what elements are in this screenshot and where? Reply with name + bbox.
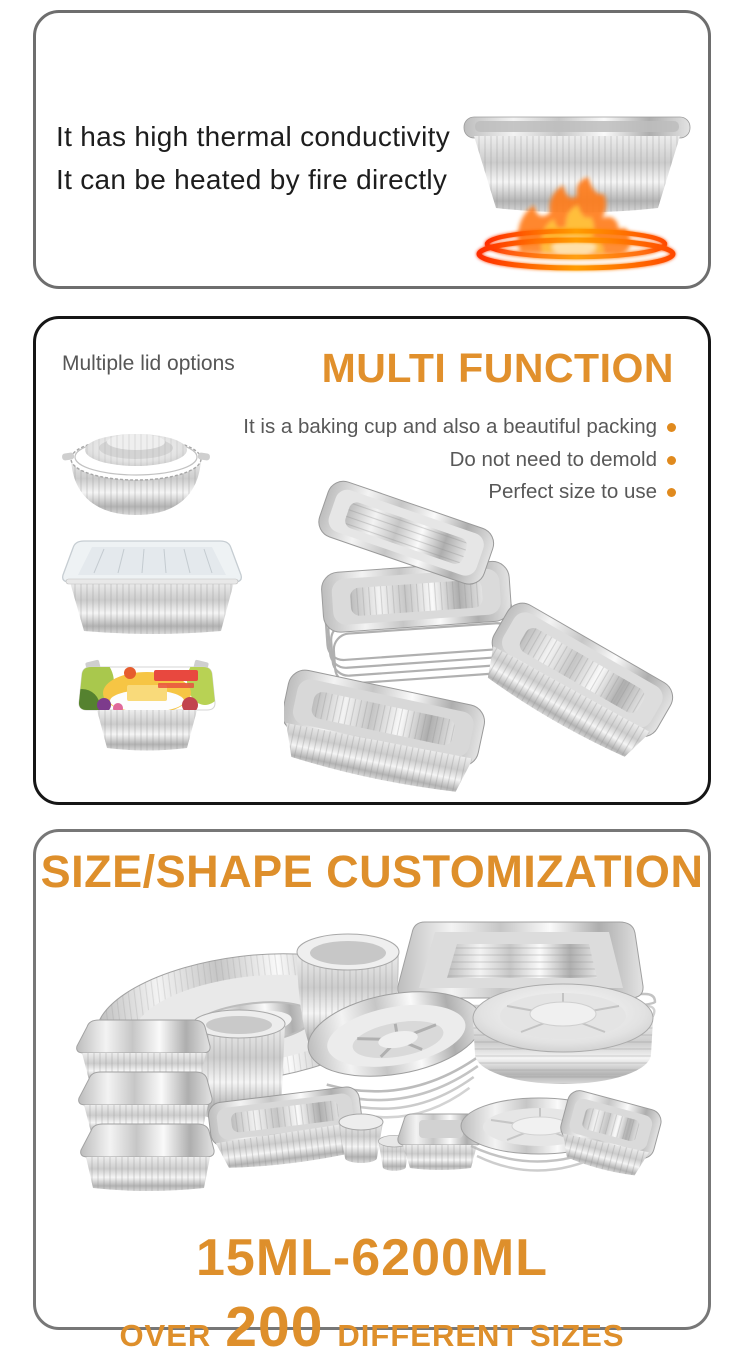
size-customization-card xyxy=(33,829,711,1359)
stacked-rect-containers xyxy=(77,1020,214,1191)
printed-lid-container-image xyxy=(72,647,222,755)
sizes-suffix: DIFFERENT SIZES xyxy=(337,1318,625,1353)
loaf-pan-front xyxy=(284,667,488,793)
assorted-containers-collage-image xyxy=(65,898,679,1198)
thermal-conductivity-card xyxy=(33,10,711,289)
bullet-text: Perfect size to use xyxy=(488,480,657,503)
sizes-count-line xyxy=(36,1294,708,1360)
thermal-line-1: It has high thermal conductivity xyxy=(56,121,451,152)
foil-pan-fire-image xyxy=(458,101,696,281)
sizes-prefix: OVER xyxy=(119,1318,212,1353)
bullet-dot-icon xyxy=(667,456,676,465)
multi-function-card xyxy=(33,316,711,805)
multi-function-title: MULTI FUNCTION xyxy=(321,345,674,391)
multiple-lid-options-label: Multiple lid options xyxy=(62,352,235,375)
volume-range-text: 15ML-6200ML xyxy=(196,1229,548,1287)
bullet-text: Do not need to demold xyxy=(449,447,657,471)
bullet-text: It is a baking cup and also a beautiful packing xyxy=(243,415,657,438)
round-lid-container-stack xyxy=(473,984,653,1084)
sizes-count: 200 xyxy=(225,1295,324,1359)
round-foil-pan-image xyxy=(60,401,212,529)
pan-opening xyxy=(475,121,679,132)
feature-bullet xyxy=(243,411,676,444)
size-shape-title: SIZE/SHAPE CUSTOMIZATION xyxy=(40,846,704,897)
rect-container-clear-lid-image xyxy=(54,527,250,639)
thermal-text-block xyxy=(56,115,450,201)
loaf-pan-right xyxy=(472,597,679,767)
thermal-line-2: It can be heated by fire directly xyxy=(56,164,448,195)
bullet-dot-icon xyxy=(667,423,676,432)
loaf-pans-group-image xyxy=(284,471,702,793)
loaf-pan-stack xyxy=(320,560,515,685)
